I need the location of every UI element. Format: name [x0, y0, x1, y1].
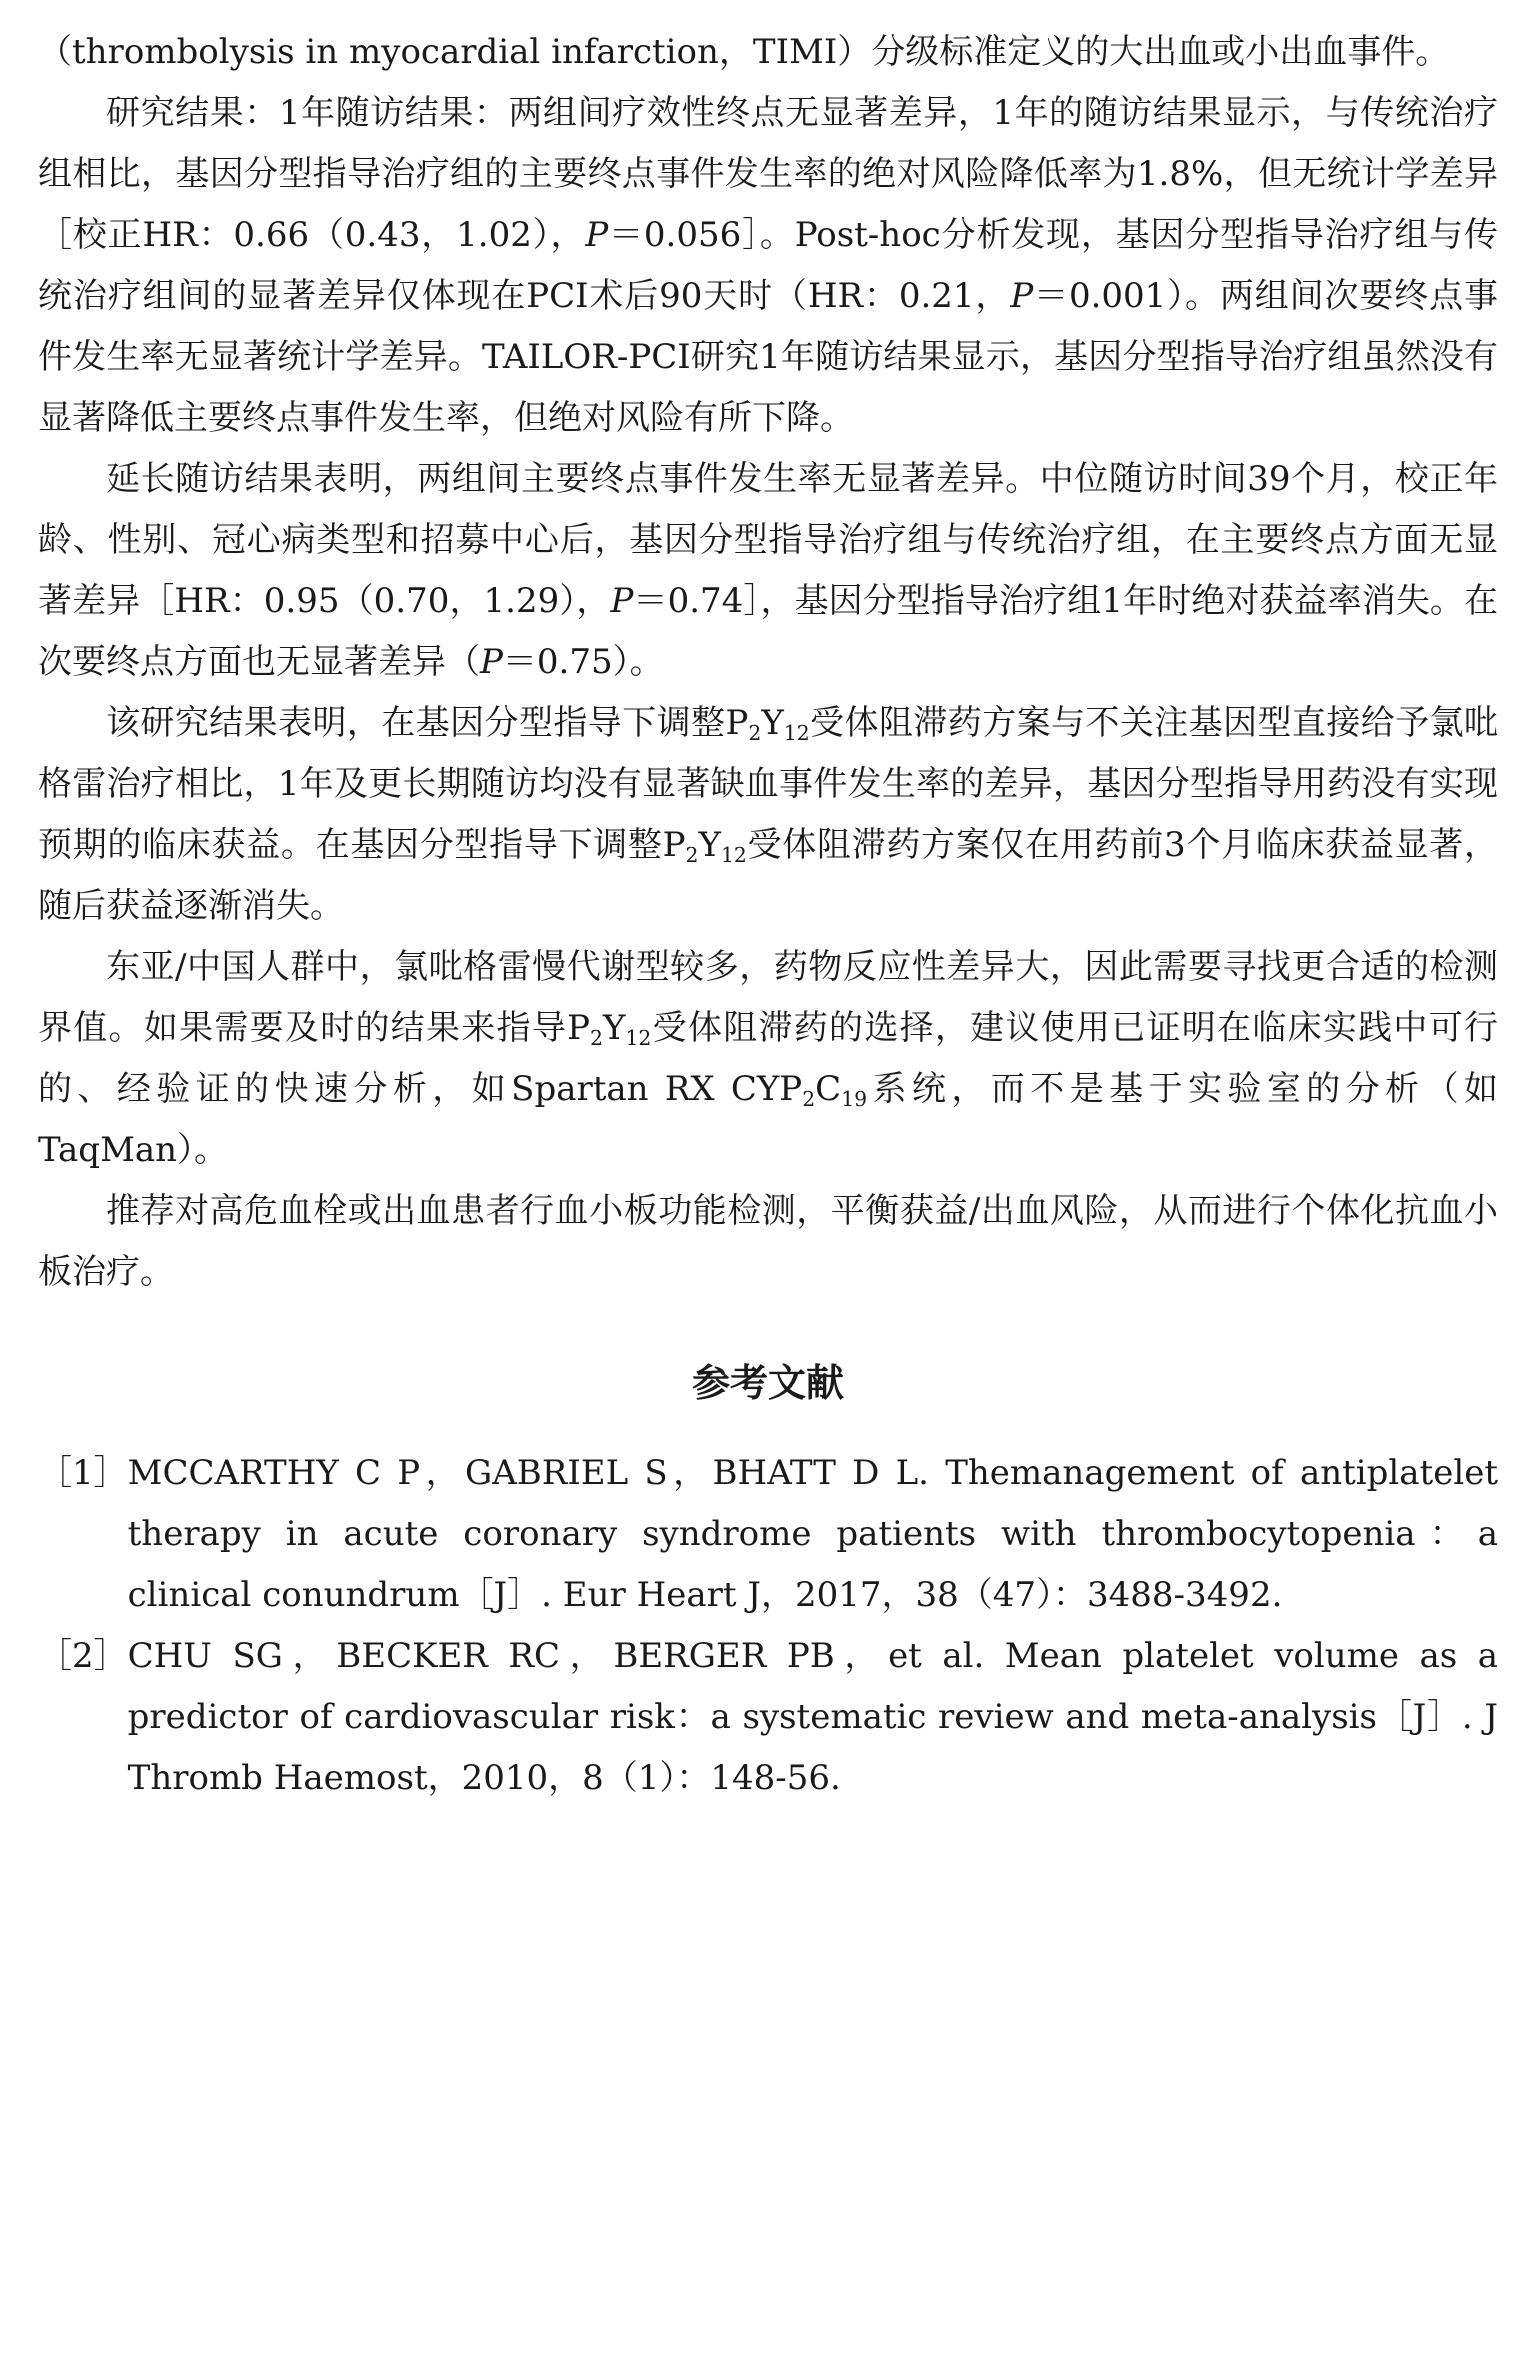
text-segment: 延长随访结果表明，两组间主要终点事件发生率无显著差异。中位随访时间39个月，校正年龄、性别、冠心病类型和招募中心后，基因分型指导治疗组与传统治疗组，在主要终点方面无显著差异［HR：0.95（0.70，1.29），	[38, 459, 1498, 621]
text-segment: 系统，而不是基于实验室的分析（如TaqMan）。	[38, 1069, 1499, 1170]
italic-symbol: P	[610, 581, 634, 621]
references-heading: 参考文献	[691, 1361, 844, 1405]
reference-text: MCCARTHY C P，GABRIEL S，BHATT D L. Themanagement of antiplatelet therapy in acute coronary syndrome patients with thrombocytopenia：a clinical conundrum［J］. Eur Heart J，2017，38（47）：3488-3492.	[127, 1453, 1498, 1615]
text-segment: ＝0.74］，基因分型指导治疗组1年时绝对获益率消失。在次要终点方面也无显著差异（	[38, 581, 1498, 682]
text-segment: C	[815, 1069, 842, 1109]
subscript-text: 2	[685, 843, 699, 868]
reference-item	[38, 1443, 1498, 1626]
text-segment: Y	[698, 825, 721, 865]
body-paragraph	[38, 22, 1498, 83]
document-page	[38, 22, 1498, 1809]
subscript-text: 12	[625, 1026, 652, 1051]
text-segment: （thrombolysis in myocardial infarction，TIMI）分级标准定义的大出血或小出血事件。	[38, 32, 1450, 72]
text-segment: 推荐对高危血栓或出血患者行血小板功能检测，平衡获益/出血风险，从而进行个体化抗血小板治疗。	[38, 1191, 1498, 1292]
body-paragraph	[38, 693, 1498, 937]
reference-number: ［1］	[38, 1453, 128, 1493]
text-segment: Y	[602, 1008, 626, 1048]
italic-symbol: P	[1010, 276, 1034, 316]
text-segment: ＝0.75）。	[502, 642, 664, 682]
subscript-text: 19	[841, 1087, 868, 1112]
subscript-text: 2	[802, 1087, 816, 1112]
text-segment: ＝0.001）。两组间次要终点事件发生率无显著统计学差异。TAILOR-PCI研究1年随访结果显示，基因分型指导治疗组虽然没有显著降低主要终点事件发生率，但绝对风险有所下降。	[38, 276, 1498, 438]
text-segment: 该研究结果表明，在基因分型指导下调整P	[106, 703, 749, 743]
subscript-text: 2	[590, 1026, 603, 1051]
text-segment: 受体阻滞药方案与不关注基因型直接给予氯吡格雷治疗相比，1年及更长期随访均没有显著缺血事件发生率的差异，基因分型指导用药没有实现预期的临床获益。在基因分型指导下调整P	[38, 703, 1498, 865]
body-text	[38, 22, 1498, 1303]
italic-symbol: P	[480, 642, 503, 682]
body-paragraph	[38, 937, 1498, 1181]
text-segment: 研究结果：1年随访结果：两组间疗效性终点无显著差异，1年的随访结果显示，与传统治疗组相比，基因分型指导治疗组的主要终点事件发生率的绝对风险降低率为1.8%，但无统计学差异［校正HR：0.66（0.43，1.02），	[38, 93, 1498, 255]
reference-list	[38, 1443, 1498, 1809]
subscript-text: 12	[783, 721, 810, 746]
text-segment: ＝0.056］。Post-hoc分析发现，基因分型指导治疗组与传统治疗组间的显著差异仅体现在PCI术后90天时（HR：0.21，	[38, 215, 1499, 316]
text-segment: 受体阻滞药的选择，建议使用已证明在临床实践中可行的、经验证的快速分析，如Spartan RX CYP	[38, 1008, 1498, 1109]
text-segment: 受体阻滞药方案仅在用药前3个月临床获益显著，随后获益逐渐消失。	[38, 825, 1498, 926]
subscript-text: 2	[748, 721, 762, 746]
text-segment: 东亚/中国人群中，氯吡格雷慢代谢型较多，药物反应性差异大，因此需要寻找更合适的检测界值。如果需要及时的结果来指导P	[38, 947, 1498, 1048]
subscript-text: 12	[720, 843, 747, 868]
body-paragraph	[38, 449, 1498, 693]
body-paragraph	[38, 83, 1498, 449]
reference-item	[38, 1626, 1498, 1809]
body-paragraph	[38, 1181, 1498, 1303]
text-segment: Y	[761, 703, 784, 743]
reference-number: ［2］	[38, 1636, 128, 1676]
italic-symbol: P	[585, 215, 609, 255]
reference-text: CHU SG，BECKER RC，BERGER PB，et al. Mean platelet volume as a predictor of cardiovascular risk：a systematic review and meta-analysis［J］. J Thromb Haemost，2010，8（1）：148-56.	[127, 1636, 1498, 1798]
